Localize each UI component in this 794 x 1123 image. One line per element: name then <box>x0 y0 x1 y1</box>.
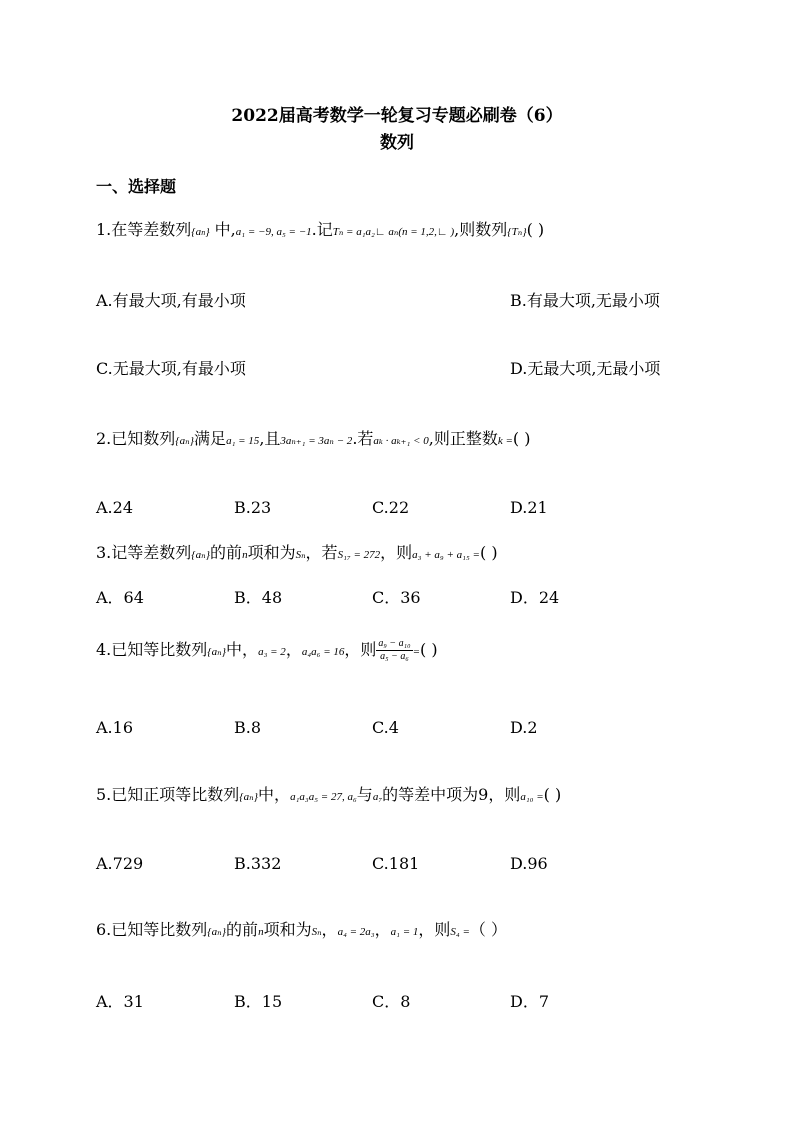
q5-stem-pre: 5.已知正项等比数列 <box>96 785 240 804</box>
question-3 <box>96 543 498 565</box>
q2-stem-mid2: ,且 <box>259 429 281 448</box>
q3-option-d: D．24 <box>510 588 560 607</box>
q1-math-2: a₁ = −9, a₅ = −1 <box>235 226 312 238</box>
q1-option-a: A.有最大项,有最小项 <box>96 291 246 310</box>
q6-stem-pre: 6.已知等比数列 <box>96 920 208 939</box>
q1-stem-end: ,则数列 <box>454 220 508 239</box>
q1-math-1-end: } <box>205 226 210 238</box>
q5-blank: ( ) <box>543 785 562 804</box>
q2-option-b: B.23 <box>234 498 272 517</box>
q5-option-c: C.181 <box>372 854 420 873</box>
q6-stem-mid4: ， <box>374 920 391 939</box>
q1-option-b: B.有最大项,无最小项 <box>510 291 660 310</box>
q5-math-2: a₁a₃a₅ = 27, a₆ <box>290 791 357 803</box>
question-2 <box>96 429 530 451</box>
q2-math-3: 3aₙ₊₁ = 3aₙ − 2 <box>280 435 353 447</box>
q3-math-2: n <box>242 549 248 561</box>
q4-math-5: = <box>412 646 421 658</box>
q6-stem-end: ，则 <box>418 920 451 939</box>
q4-blank: ( ) <box>420 640 438 659</box>
page-subtitle: 数列 <box>380 133 414 153</box>
q6-option-d: D．7 <box>510 992 550 1011</box>
q2-option-c: C.22 <box>372 498 410 517</box>
q6-math-1: {aₙ} <box>207 926 227 938</box>
q4-math-2: a₃ = 2 <box>258 646 286 658</box>
q4-fraction-numerator: a₉ − a₁₀ <box>378 638 411 649</box>
q3-math-4: S₁₇ = 272 <box>337 549 381 561</box>
q1-option-d: D.无最大项,无最小项 <box>510 359 661 378</box>
q4-math-1: {aₙ} <box>207 646 227 658</box>
question-4 <box>96 638 438 663</box>
q5-stem-end: 的等差中项为9，则 <box>382 785 521 804</box>
q4-stem-mid2: ， <box>285 640 302 659</box>
q2-math-1: {aₙ} <box>175 435 195 447</box>
section-heading: 一、选择题 <box>96 177 177 196</box>
q6-stem-mid: 的前 <box>226 920 259 939</box>
q6-math-5: S₄ = <box>450 926 470 938</box>
q3-math-5: a₃ + a₉ + a₁₅ = <box>412 549 480 561</box>
q4-math-3: a₄a₆ = 16 <box>301 646 345 658</box>
q2-math-2: a₁ = 15 <box>226 435 260 447</box>
q2-math-4: aₖ · aₖ₊₁ < 0 <box>373 435 429 447</box>
page-title: 2022届高考数学一轮复习专题必刷卷（6） <box>231 106 563 126</box>
q1-math-1-sub: n <box>201 228 206 237</box>
q1-option-c: C.无最大项,有最小项 <box>96 359 246 378</box>
q6-option-c: C．8 <box>372 992 411 1011</box>
q3-option-a: A．64 <box>96 588 144 607</box>
q4-stem-pre: 4.已知等比数列 <box>96 640 208 659</box>
q3-stem-end: ，则 <box>380 543 413 562</box>
q1-blank: ( ) <box>526 220 545 239</box>
q1-math-4: {Tₙ} <box>507 226 527 238</box>
q6-stem-mid3: ， <box>321 920 338 939</box>
q6-option-a: A．31 <box>96 992 144 1011</box>
q5-option-b: B.332 <box>234 854 282 873</box>
q2-option-d: D.21 <box>510 498 548 517</box>
q5-option-a: A.729 <box>96 854 144 873</box>
q3-stem-mid3: ，若 <box>305 543 338 562</box>
q6-option-b: B．15 <box>234 992 283 1011</box>
q6-blank: （ ） <box>469 920 508 939</box>
q4-option-b: B.8 <box>234 718 262 737</box>
q2-blank: ( ) <box>512 429 531 448</box>
q2-math-5: k = <box>497 435 513 447</box>
q3-blank: ( ) <box>479 543 498 562</box>
q1-math-1: {a <box>191 226 202 238</box>
q1-stem-pre: 1.在等差数列 <box>96 220 192 239</box>
q6-stem-mid2: 项和为 <box>263 920 312 939</box>
q5-stem-mid: 中， <box>258 785 291 804</box>
q1-stem-mid: 中, <box>209 220 236 239</box>
q3-math-3: Sₙ <box>295 549 306 561</box>
q4-stem-mid: 中， <box>226 640 259 659</box>
q2-stem-end: ,则正整数 <box>428 429 498 448</box>
q3-option-b: B．48 <box>234 588 283 607</box>
q4-option-a: A.16 <box>96 718 133 737</box>
q3-stem-mid2: 项和为 <box>247 543 296 562</box>
question-6 <box>96 920 507 942</box>
q3-math-1: {aₙ} <box>191 549 211 561</box>
q6-math-6: a₁ = 1 <box>390 926 419 938</box>
q5-math-3: a₇ <box>372 791 383 803</box>
q6-math-4: a₄ = 2a₃ <box>337 926 375 938</box>
q2-stem-mid: 满足 <box>194 429 227 448</box>
q1-stem-mid2: .记 <box>311 220 333 239</box>
q4-stem-end: ，则 <box>344 640 377 659</box>
q5-option-d: D.96 <box>510 854 548 873</box>
q4-option-d: D.2 <box>510 718 538 737</box>
q2-option-a: A.24 <box>96 498 133 517</box>
q6-math-2: n <box>258 926 264 938</box>
q4-fraction-denominator: a₅ − a₆ <box>380 651 409 662</box>
q4-fraction <box>376 638 412 663</box>
question-1 <box>96 220 544 243</box>
q2-stem-pre: 2.已知数列 <box>96 429 176 448</box>
q2-stem-mid3: .若 <box>352 429 374 448</box>
q4-option-c: C.4 <box>372 718 399 737</box>
q5-stem-mid2: 与 <box>356 785 373 804</box>
q5-math-5: a₁₀ = <box>520 791 544 803</box>
question-5 <box>96 785 561 807</box>
q6-math-3: Sₙ <box>311 926 322 938</box>
q3-stem-mid: 的前 <box>210 543 243 562</box>
q3-option-c: C．36 <box>372 588 421 607</box>
q5-math-1: {aₙ} <box>239 791 259 803</box>
q1-math-3: Tₙ = a₁a₂∟ aₙ(n = 1,2,∟ ) <box>332 226 455 238</box>
q3-stem-pre: 3.记等差数列 <box>96 543 192 562</box>
